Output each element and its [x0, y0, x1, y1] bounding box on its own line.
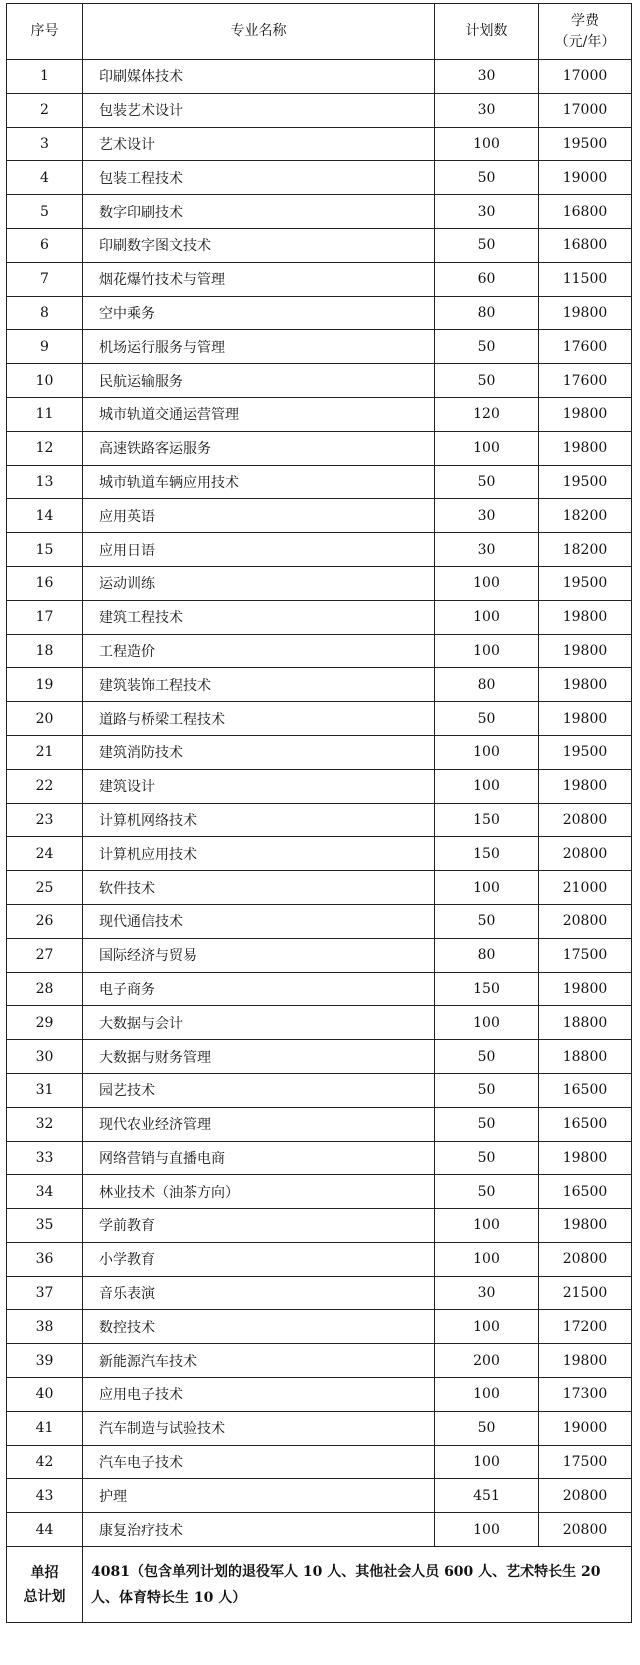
row-plan-count: 100 — [435, 1378, 539, 1412]
row-major-name: 小学教育 — [83, 1242, 435, 1276]
table-row — [7, 93, 632, 127]
row-tuition: 19800 — [539, 972, 632, 1006]
table-row — [7, 938, 632, 972]
table-row — [7, 600, 632, 634]
row-major-name: 建筑装饰工程技术 — [83, 668, 435, 702]
row-major-name: 学前教育 — [83, 1209, 435, 1243]
row-plan-count: 50 — [435, 1175, 539, 1209]
row-plan-count: 50 — [435, 364, 539, 398]
row-plan-count: 30 — [435, 499, 539, 533]
row-plan-count: 100 — [435, 431, 539, 465]
row-major-name: 建筑工程技术 — [83, 600, 435, 634]
table-row — [7, 1445, 632, 1479]
table-row — [7, 60, 632, 94]
row-plan-count: 80 — [435, 938, 539, 972]
row-tuition: 17600 — [539, 364, 632, 398]
row-seq: 3 — [7, 127, 83, 161]
row-seq: 33 — [7, 1141, 83, 1175]
row-seq: 19 — [7, 668, 83, 702]
row-tuition: 18800 — [539, 1040, 632, 1074]
row-tuition: 17000 — [539, 60, 632, 94]
table-header — [7, 4, 632, 60]
row-major-name: 城市轨道车辆应用技术 — [83, 465, 435, 499]
row-plan-count: 120 — [435, 397, 539, 431]
row-tuition: 16500 — [539, 1107, 632, 1141]
row-seq: 21 — [7, 735, 83, 769]
table-row — [7, 364, 632, 398]
table-row — [7, 161, 632, 195]
row-major-name: 应用英语 — [83, 499, 435, 533]
row-major-name: 现代农业经济管理 — [83, 1107, 435, 1141]
row-seq: 8 — [7, 296, 83, 330]
row-plan-count: 100 — [435, 600, 539, 634]
row-major-name: 汽车电子技术 — [83, 1445, 435, 1479]
table-row — [7, 1344, 632, 1378]
row-tuition: 18200 — [539, 499, 632, 533]
row-seq: 17 — [7, 600, 83, 634]
row-seq: 23 — [7, 803, 83, 837]
row-plan-count: 50 — [435, 904, 539, 938]
row-seq: 31 — [7, 1073, 83, 1107]
row-major-name: 计算机应用技术 — [83, 837, 435, 871]
row-seq: 41 — [7, 1411, 83, 1445]
row-tuition: 19800 — [539, 296, 632, 330]
row-tuition: 20800 — [539, 803, 632, 837]
total-row — [7, 1547, 632, 1623]
row-tuition: 16800 — [539, 195, 632, 229]
row-seq: 24 — [7, 837, 83, 871]
row-tuition: 19800 — [539, 1209, 632, 1243]
row-major-name: 艺术设计 — [83, 127, 435, 161]
row-major-name: 新能源汽车技术 — [83, 1344, 435, 1378]
row-plan-count: 100 — [435, 566, 539, 600]
row-major-name: 建筑设计 — [83, 769, 435, 803]
row-tuition: 20800 — [539, 1242, 632, 1276]
row-plan-count: 50 — [435, 1107, 539, 1141]
row-seq: 20 — [7, 702, 83, 736]
table-row — [7, 1209, 632, 1243]
row-plan-count: 50 — [435, 1411, 539, 1445]
row-tuition: 21000 — [539, 871, 632, 905]
row-seq: 16 — [7, 566, 83, 600]
row-seq: 9 — [7, 330, 83, 364]
row-tuition: 16500 — [539, 1073, 632, 1107]
row-plan-count: 451 — [435, 1479, 539, 1513]
table-row — [7, 127, 632, 161]
table-row — [7, 1175, 632, 1209]
row-major-name: 应用电子技术 — [83, 1378, 435, 1412]
row-seq: 5 — [7, 195, 83, 229]
table-row — [7, 1479, 632, 1513]
row-tuition: 19800 — [539, 769, 632, 803]
row-plan-count: 100 — [435, 127, 539, 161]
row-seq: 36 — [7, 1242, 83, 1276]
table-row — [7, 296, 632, 330]
row-seq: 7 — [7, 262, 83, 296]
table-row — [7, 566, 632, 600]
row-tuition: 19800 — [539, 1344, 632, 1378]
row-seq: 43 — [7, 1479, 83, 1513]
row-seq: 26 — [7, 904, 83, 938]
row-tuition: 19800 — [539, 431, 632, 465]
row-plan-count: 150 — [435, 837, 539, 871]
row-major-name: 大数据与财务管理 — [83, 1040, 435, 1074]
row-tuition: 19800 — [539, 634, 632, 668]
row-major-name: 网络营销与直播电商 — [83, 1141, 435, 1175]
row-plan-count: 80 — [435, 296, 539, 330]
row-tuition: 17200 — [539, 1310, 632, 1344]
row-major-name: 软件技术 — [83, 871, 435, 905]
table-row — [7, 1006, 632, 1040]
row-seq: 38 — [7, 1310, 83, 1344]
row-plan-count: 60 — [435, 262, 539, 296]
row-seq: 10 — [7, 364, 83, 398]
row-tuition: 17500 — [539, 938, 632, 972]
row-plan-count: 80 — [435, 668, 539, 702]
row-plan-count: 150 — [435, 972, 539, 1006]
row-plan-count: 50 — [435, 330, 539, 364]
row-major-name: 道路与桥梁工程技术 — [83, 702, 435, 736]
total-label-line1: 单招 — [30, 1564, 59, 1581]
header-tuition-line2: （元/年） — [554, 33, 616, 50]
row-seq: 6 — [7, 228, 83, 262]
row-plan-count: 50 — [435, 1141, 539, 1175]
row-major-name: 康复治疗技术 — [83, 1513, 435, 1547]
row-plan-count: 50 — [435, 465, 539, 499]
row-major-name: 工程造价 — [83, 634, 435, 668]
row-plan-count: 100 — [435, 871, 539, 905]
row-plan-count: 50 — [435, 702, 539, 736]
row-plan-count: 50 — [435, 1040, 539, 1074]
row-seq: 34 — [7, 1175, 83, 1209]
row-major-name: 机场运行服务与管理 — [83, 330, 435, 364]
table-row — [7, 465, 632, 499]
row-major-name: 园艺技术 — [83, 1073, 435, 1107]
table-row — [7, 1107, 632, 1141]
row-major-name: 林业技术（油茶方向） — [83, 1175, 435, 1209]
row-major-name: 运动训练 — [83, 566, 435, 600]
row-seq: 14 — [7, 499, 83, 533]
row-plan-count: 30 — [435, 195, 539, 229]
table-row — [7, 702, 632, 736]
table-row — [7, 330, 632, 364]
table-row — [7, 871, 632, 905]
table-row — [7, 1513, 632, 1547]
table-row — [7, 972, 632, 1006]
row-tuition: 19800 — [539, 600, 632, 634]
row-tuition: 17600 — [539, 330, 632, 364]
row-plan-count: 30 — [435, 93, 539, 127]
row-major-name: 大数据与会计 — [83, 1006, 435, 1040]
row-plan-count: 100 — [435, 1445, 539, 1479]
row-major-name: 护理 — [83, 1479, 435, 1513]
row-tuition: 19000 — [539, 161, 632, 195]
row-plan-count: 100 — [435, 1209, 539, 1243]
row-tuition: 17300 — [539, 1378, 632, 1412]
row-tuition: 17000 — [539, 93, 632, 127]
table-row — [7, 904, 632, 938]
row-seq: 37 — [7, 1276, 83, 1310]
row-plan-count: 100 — [435, 1242, 539, 1276]
row-tuition: 11500 — [539, 262, 632, 296]
header-tuition-line1: 学费 — [571, 12, 599, 29]
row-major-name: 应用日语 — [83, 533, 435, 567]
row-seq: 2 — [7, 93, 83, 127]
table-row — [7, 1073, 632, 1107]
row-plan-count: 100 — [435, 1513, 539, 1547]
row-seq: 30 — [7, 1040, 83, 1074]
row-seq: 15 — [7, 533, 83, 567]
row-tuition: 19500 — [539, 566, 632, 600]
enrollment-plan-table-container — [6, 3, 631, 1623]
table-row — [7, 1276, 632, 1310]
row-plan-count: 30 — [435, 1276, 539, 1310]
row-seq: 18 — [7, 634, 83, 668]
row-tuition: 20800 — [539, 904, 632, 938]
row-plan-count: 50 — [435, 1073, 539, 1107]
table-row — [7, 1378, 632, 1412]
table-row — [7, 195, 632, 229]
header-row — [7, 4, 632, 60]
table-row — [7, 1242, 632, 1276]
row-major-name: 数字印刷技术 — [83, 195, 435, 229]
row-tuition: 20800 — [539, 1513, 632, 1547]
row-tuition: 19500 — [539, 735, 632, 769]
enrollment-plan-table — [6, 3, 632, 1623]
table-row — [7, 499, 632, 533]
row-plan-count: 150 — [435, 803, 539, 837]
row-seq: 42 — [7, 1445, 83, 1479]
header-plan-count: 计划数 — [435, 4, 539, 60]
row-tuition: 19500 — [539, 127, 632, 161]
row-seq: 11 — [7, 397, 83, 431]
row-major-name: 音乐表演 — [83, 1276, 435, 1310]
total-label — [7, 1547, 83, 1623]
row-seq: 35 — [7, 1209, 83, 1243]
row-tuition: 19800 — [539, 397, 632, 431]
row-tuition: 18800 — [539, 1006, 632, 1040]
header-seq: 序号 — [7, 4, 83, 60]
row-major-name: 空中乘务 — [83, 296, 435, 330]
row-major-name: 烟花爆竹技术与管理 — [83, 262, 435, 296]
row-plan-count: 100 — [435, 634, 539, 668]
row-major-name: 城市轨道交通运营管理 — [83, 397, 435, 431]
row-seq: 39 — [7, 1344, 83, 1378]
row-tuition: 19500 — [539, 465, 632, 499]
header-major-name: 专业名称 — [83, 4, 435, 60]
row-tuition: 19000 — [539, 1411, 632, 1445]
table-row — [7, 837, 632, 871]
row-major-name: 包装工程技术 — [83, 161, 435, 195]
row-plan-count: 50 — [435, 161, 539, 195]
table-row — [7, 1040, 632, 1074]
table-row — [7, 1141, 632, 1175]
row-plan-count: 100 — [435, 735, 539, 769]
row-major-name: 汽车制造与试验技术 — [83, 1411, 435, 1445]
row-plan-count: 100 — [435, 769, 539, 803]
row-major-name: 印刷数字图文技术 — [83, 228, 435, 262]
row-tuition: 21500 — [539, 1276, 632, 1310]
row-tuition: 20800 — [539, 1479, 632, 1513]
table-row — [7, 533, 632, 567]
row-plan-count: 100 — [435, 1310, 539, 1344]
row-seq: 22 — [7, 769, 83, 803]
row-tuition: 16800 — [539, 228, 632, 262]
row-tuition: 16500 — [539, 1175, 632, 1209]
row-seq: 25 — [7, 871, 83, 905]
row-seq: 4 — [7, 161, 83, 195]
table-row — [7, 668, 632, 702]
table-row — [7, 769, 632, 803]
row-major-name: 建筑消防技术 — [83, 735, 435, 769]
table-row — [7, 228, 632, 262]
table-body — [7, 60, 632, 1623]
row-major-name: 国际经济与贸易 — [83, 938, 435, 972]
table-row — [7, 803, 632, 837]
row-tuition: 19800 — [539, 668, 632, 702]
row-major-name: 数控技术 — [83, 1310, 435, 1344]
table-row — [7, 397, 632, 431]
row-plan-count: 50 — [435, 228, 539, 262]
row-seq: 44 — [7, 1513, 83, 1547]
row-tuition: 17500 — [539, 1445, 632, 1479]
row-seq: 32 — [7, 1107, 83, 1141]
row-seq: 29 — [7, 1006, 83, 1040]
row-major-name: 现代通信技术 — [83, 904, 435, 938]
row-major-name: 印刷媒体技术 — [83, 60, 435, 94]
row-tuition: 20800 — [539, 837, 632, 871]
row-tuition: 19800 — [539, 1141, 632, 1175]
row-major-name: 高速铁路客运服务 — [83, 431, 435, 465]
table-row — [7, 1310, 632, 1344]
row-seq: 28 — [7, 972, 83, 1006]
row-major-name: 电子商务 — [83, 972, 435, 1006]
table-row — [7, 431, 632, 465]
row-plan-count: 100 — [435, 1006, 539, 1040]
row-seq: 13 — [7, 465, 83, 499]
row-tuition: 19800 — [539, 702, 632, 736]
row-major-name: 计算机网络技术 — [83, 803, 435, 837]
row-plan-count: 30 — [435, 60, 539, 94]
row-major-name: 包装艺术设计 — [83, 93, 435, 127]
row-seq: 40 — [7, 1378, 83, 1412]
row-plan-count: 200 — [435, 1344, 539, 1378]
table-row — [7, 1411, 632, 1445]
header-tuition — [539, 4, 632, 60]
row-major-name: 民航运输服务 — [83, 364, 435, 398]
total-label-line2: 总计划 — [23, 1588, 66, 1605]
row-seq: 1 — [7, 60, 83, 94]
table-row — [7, 735, 632, 769]
total-description: 4081（包含单列计划的退役军人 10 人、其他社会人员 600 人、艺术特长生 20 人、体育特长生 10 人） — [83, 1547, 632, 1623]
row-seq: 12 — [7, 431, 83, 465]
table-row — [7, 262, 632, 296]
row-seq: 27 — [7, 938, 83, 972]
row-tuition: 18200 — [539, 533, 632, 567]
table-row — [7, 634, 632, 668]
row-plan-count: 30 — [435, 533, 539, 567]
